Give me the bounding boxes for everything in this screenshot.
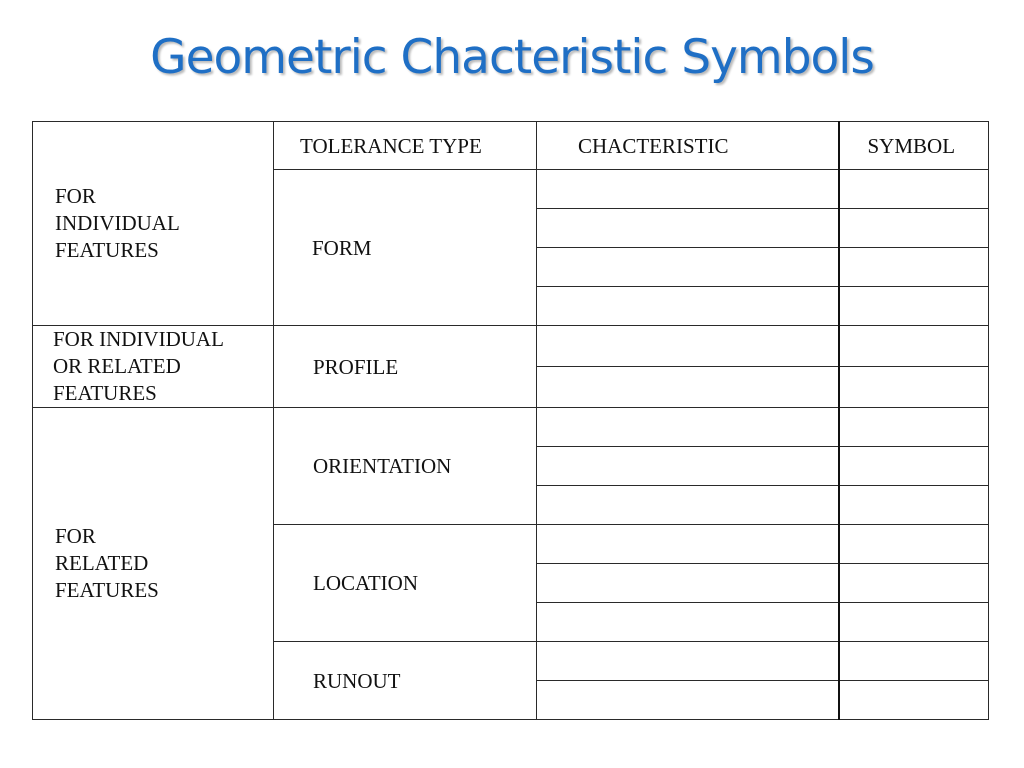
symbol-cell bbox=[839, 367, 989, 408]
symbol-cell bbox=[839, 209, 989, 248]
characteristic-cell bbox=[537, 603, 839, 642]
group-cell-individual bbox=[33, 122, 274, 326]
table-row bbox=[33, 326, 989, 367]
symbol-cell bbox=[839, 326, 989, 367]
group-cell-related bbox=[33, 408, 274, 720]
symbol-cell bbox=[839, 447, 989, 486]
symbol-cell bbox=[839, 486, 989, 525]
characteristic-cell bbox=[537, 367, 839, 408]
slide-title: Geometric Chacteristic Symbols bbox=[150, 30, 874, 85]
header-characteristic: CHACTERISTIC bbox=[537, 122, 839, 170]
characteristic-cell bbox=[537, 170, 839, 209]
symbol-cell bbox=[839, 248, 989, 287]
characteristic-cell bbox=[537, 525, 839, 564]
symbol-cell bbox=[839, 603, 989, 642]
group-label: FOR INDIVIDUAL OR RELATED FEATURES bbox=[53, 327, 224, 405]
symbol-cell bbox=[839, 525, 989, 564]
characteristic-cell bbox=[537, 681, 839, 720]
characteristic-cell bbox=[537, 248, 839, 287]
header-symbol: SYMBOL bbox=[839, 122, 989, 170]
symbol-cell bbox=[839, 681, 989, 720]
symbol-cell bbox=[839, 408, 989, 447]
tolerance-type-form: FORM bbox=[274, 170, 537, 326]
characteristic-cell bbox=[537, 642, 839, 681]
geometric-characteristics-table bbox=[32, 121, 989, 720]
symbol-cell bbox=[839, 287, 989, 326]
characteristic-cell bbox=[537, 447, 839, 486]
table-header-row bbox=[33, 122, 989, 170]
symbol-cell bbox=[839, 564, 989, 603]
tolerance-type-runout: RUNOUT bbox=[274, 642, 537, 720]
characteristic-cell bbox=[537, 209, 839, 248]
characteristic-cell bbox=[537, 326, 839, 367]
tolerance-type-orientation: ORIENTATION bbox=[274, 408, 537, 525]
table-row bbox=[33, 408, 989, 447]
group-label: FOR RELATED FEATURES bbox=[55, 524, 159, 602]
characteristic-cell bbox=[537, 564, 839, 603]
symbol-cell bbox=[839, 170, 989, 209]
characteristic-cell bbox=[537, 486, 839, 525]
characteristic-cell bbox=[537, 408, 839, 447]
tolerance-type-location: LOCATION bbox=[274, 525, 537, 642]
symbol-cell bbox=[839, 642, 989, 681]
header-tolerance-type: TOLERANCE TYPE bbox=[274, 122, 537, 170]
characteristic-cell bbox=[537, 287, 839, 326]
group-cell-individual-or-related bbox=[33, 326, 274, 408]
tolerance-type-profile: PROFILE bbox=[274, 326, 537, 408]
group-label: FOR INDIVIDUAL FEATURES bbox=[55, 184, 180, 262]
